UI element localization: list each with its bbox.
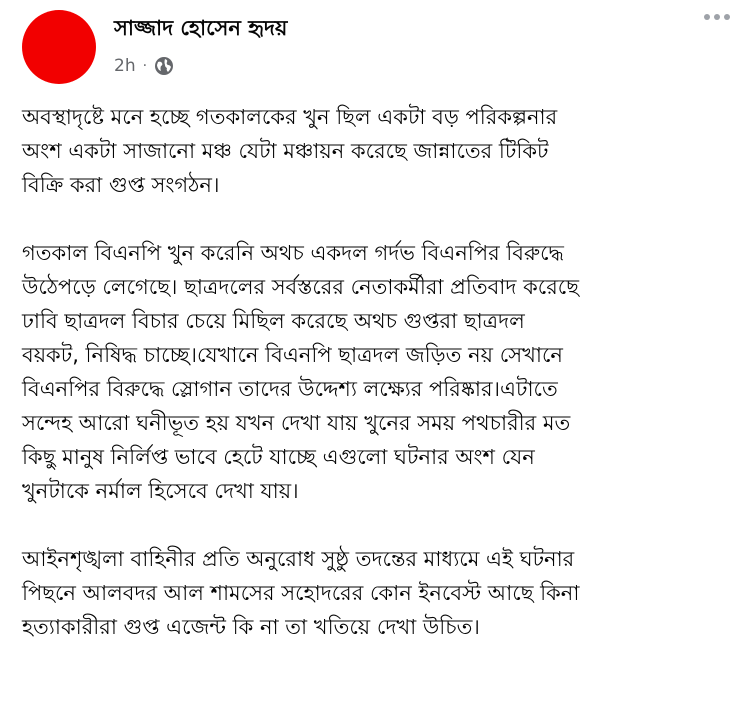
text-line: গতকাল বিএনপি খুন করেনি অথচ একদল গর্দভ বিএনপির বিরুদ্ধে <box>22 241 564 265</box>
text-line: ঢাবি ছাত্রদল বিচার চেয়ে মিছিল করেছে অথচ গুপ্তরা ছাত্রদল <box>22 309 525 333</box>
more-dot <box>724 14 730 20</box>
paragraph <box>22 100 732 202</box>
author-name[interactable]: সাজ্জাদ হোসেন হৃদয় <box>114 16 288 40</box>
text-line: আইনশৃঙ্খলা বাহিনীর প্রতি অনুরোধ সুষ্ঠু তদন্তের মাধ্যমে এই ঘটনার <box>22 547 575 571</box>
paragraph <box>22 236 732 508</box>
text-line: অবস্থাদৃষ্টে মনে হচ্ছে গতকালকের খুন ছিল একটা বড় পরিকল্পনার <box>22 105 558 129</box>
post-time[interactable]: 2h <box>114 56 136 76</box>
text-line: খুনটাকে নর্মাল হিসেবে দেখা যায়। <box>22 479 299 503</box>
text-line: বয়কট, নিষিদ্ধ চাচ্ছে।যেখানে বিএনপি ছাত্রদল জড়িত নয় সেখানে <box>22 343 563 367</box>
more-dot <box>704 14 710 20</box>
meta-separator: · <box>142 58 148 74</box>
more-dot <box>714 14 720 20</box>
text-line: কিছু মানুষ নির্লিপ্ত ভাবে হেটে যাচ্ছে এগুলো ঘটনার অংশ যেন <box>22 445 535 469</box>
text-line: অংশ একটা সাজানো মঞ্চ যেটা মঞ্চায়ন করেছে জান্নাতের টিকিট <box>22 139 549 163</box>
text-line: বিএনপির বিরুদ্ধে স্লোগান তাদের উদ্দেশ্য লক্ষ্যের পরিষ্কার।এটাতে <box>22 377 558 401</box>
globe-icon[interactable] <box>154 56 174 76</box>
post-meta <box>114 56 174 76</box>
more-options-icon[interactable] <box>704 14 730 20</box>
text-line: বিক্রি করা গুপ্ত সংগঠন। <box>22 173 220 197</box>
text-line: উঠেপড়ে লেগেছে। ছাত্রদলের সর্বস্তরের নেতাকর্মীরা প্রতিবাদ করেছে <box>22 275 579 299</box>
avatar[interactable] <box>22 10 96 84</box>
text-line: সন্দেহ আরো ঘনীভূত হয় যখন দেখা যায় খুনের সময় পথচারীর মত <box>22 411 571 435</box>
paragraph <box>22 542 732 644</box>
text-line: হত্যাকারীরা গুপ্ত এজেন্ট কি না তা খতিয়ে দেখা উচিত। <box>22 615 480 639</box>
post-body <box>22 100 732 678</box>
text-line: পিছনে আলবদর আল শামসের সহোদরের কোন ইনবেস্ট আছে কিনা <box>22 581 580 605</box>
